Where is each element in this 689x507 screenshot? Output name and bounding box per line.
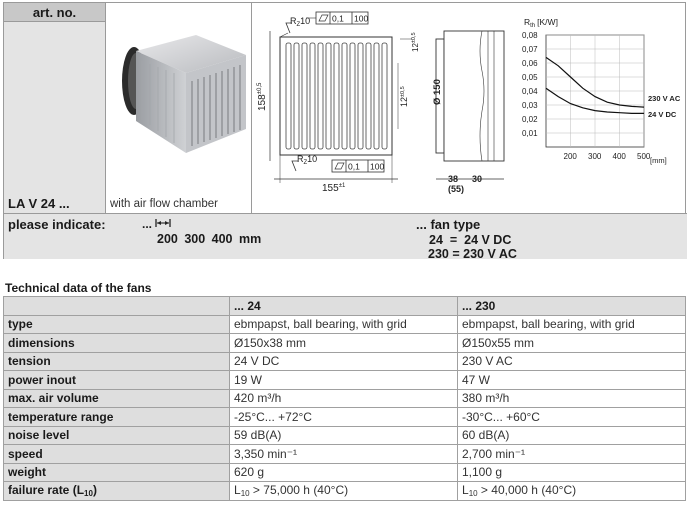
chart-y-tick: 0,08	[522, 31, 538, 40]
rib-label-side: $12^{\pm 0,5}$	[399, 86, 409, 107]
chart-x-tick: 400	[612, 152, 626, 161]
product-photo	[106, 3, 252, 213]
length-arrow-icon	[155, 218, 171, 228]
roughness-label-bottom: $R_Z10$	[297, 154, 318, 166]
table-row	[4, 445, 686, 464]
depth-alt-label: (55)	[448, 184, 465, 194]
row-key: max. air volume	[4, 389, 230, 408]
row-key: speed	[4, 445, 230, 464]
flatness-length-bottom: 100	[370, 161, 385, 172]
header-230: ... 230	[458, 297, 686, 316]
row-value-230: 230 V AC	[458, 352, 686, 371]
chart-y-label: $R_{th}$ [K/W]	[524, 17, 558, 29]
table-row	[4, 352, 686, 371]
row-value-230: 380 m³/h	[458, 389, 686, 408]
row-value-24: 3,350 min⁻¹	[230, 445, 458, 464]
row-key: power inout	[4, 371, 230, 390]
row-value-230: 60 dB(A)	[458, 426, 686, 445]
row-value-24: $L_{10} > 75,000$ h (40°C)	[230, 482, 458, 501]
gap-label: 30	[472, 174, 483, 184]
series-label-24: 24 V DC	[648, 110, 677, 119]
row-value-230: Ø150x55 mm	[458, 334, 686, 353]
rib-label-top: $12^{\pm 0,5}$	[411, 32, 420, 52]
table-row	[4, 371, 686, 390]
chart-x-tick: 200	[563, 152, 577, 161]
chart-y-tick: 0,01	[522, 129, 538, 138]
product-sheet	[3, 2, 686, 259]
row-value-230: 47 W	[458, 371, 686, 390]
chart-y-tick: 0,06	[522, 59, 538, 68]
article-column	[4, 22, 106, 213]
row-value-24: -25°C... +72°C	[230, 408, 458, 427]
chart-x-unit: [mm]	[650, 156, 667, 165]
depth-label: 38	[448, 174, 459, 184]
table-row	[4, 334, 686, 353]
row-key: tension	[4, 352, 230, 371]
header-blank	[4, 297, 230, 316]
row-value-230: -30°C... +60°C	[458, 408, 686, 427]
chart-y-tick: 0,05	[522, 73, 538, 82]
row-value-230: ebmpapst, ball bearing, with grid	[458, 315, 686, 334]
table-row	[4, 463, 686, 482]
series-label-230: 230 V AC	[648, 94, 681, 103]
flatness-length-top: 100	[354, 13, 369, 24]
thermal-resistance-chart	[522, 17, 681, 165]
side-view-body	[444, 31, 504, 161]
row-value-230: 2,700 min⁻¹	[458, 445, 686, 464]
model-number: LA V 24 ...	[8, 196, 70, 211]
table-row	[4, 408, 686, 427]
row-key: dimensions	[4, 334, 230, 353]
row-value-230: $L_{10} > 40,000$ h (40°C)	[458, 482, 686, 501]
row-key: noise level	[4, 426, 230, 445]
row-key: temperature range	[4, 408, 230, 427]
fan-type-230: 230 = 230 V AC	[428, 247, 517, 261]
row-value-24: Ø150x38 mm	[230, 334, 458, 353]
length-options: 200 300 400 mm	[157, 232, 262, 246]
dimension-drawing	[252, 3, 687, 198]
chart-x-tick: 500	[637, 152, 651, 161]
row-value-24: ebmpapst, ball bearing, with grid	[230, 315, 458, 334]
tech-data-table	[3, 296, 686, 501]
table-row-failure-rate	[4, 482, 686, 501]
row-value-24: 59 dB(A)	[230, 426, 458, 445]
table-header-row	[4, 297, 686, 316]
fan-diameter-label: Ø 150	[432, 79, 443, 105]
header-24: ... 24	[230, 297, 458, 316]
row-value-24: 420 m³/h	[230, 389, 458, 408]
roughness-label-top: $R_Z10$	[290, 16, 311, 28]
chart-y-tick: 0,04	[522, 87, 538, 96]
height-label: $158^{\pm 0,5}$	[257, 82, 268, 111]
chart-y-tick: 0,03	[522, 101, 538, 110]
width-label: $155^{\pm 1}$	[322, 183, 346, 194]
length-prefix: ...	[142, 217, 171, 231]
table-row	[4, 389, 686, 408]
art-no-header: art. no.	[4, 3, 106, 22]
fan-type-label: ... fan type	[416, 217, 481, 232]
fan-type-24: 24 = 24 V DC	[429, 233, 512, 247]
indicate-label: please indicate:	[8, 217, 106, 232]
row-key: failure rate $(L_{10})$	[4, 482, 230, 501]
row-value-24: 620 g	[230, 463, 458, 482]
chart-x-tick: 300	[588, 152, 602, 161]
row-value-24: 24 V DC	[230, 352, 458, 371]
row-key: weight	[4, 463, 230, 482]
table-row	[4, 426, 686, 445]
table-row	[4, 315, 686, 334]
row-value-24: 19 W	[230, 371, 458, 390]
row-value-230: 1,100 g	[458, 463, 686, 482]
row-key: type	[4, 315, 230, 334]
chart-y-tick: 0,07	[522, 45, 538, 54]
flatness-value-top: 0,1	[332, 13, 344, 24]
chart-y-tick: 0,02	[522, 115, 538, 124]
fan-heatsink-image	[106, 3, 252, 198]
order-options	[4, 214, 687, 259]
technical-drawing	[252, 3, 687, 198]
tech-data-title: Technical data of the fans	[5, 281, 152, 295]
image-caption: with air flow chamber	[110, 198, 219, 210]
flatness-value-bottom: 0,1	[348, 161, 360, 172]
